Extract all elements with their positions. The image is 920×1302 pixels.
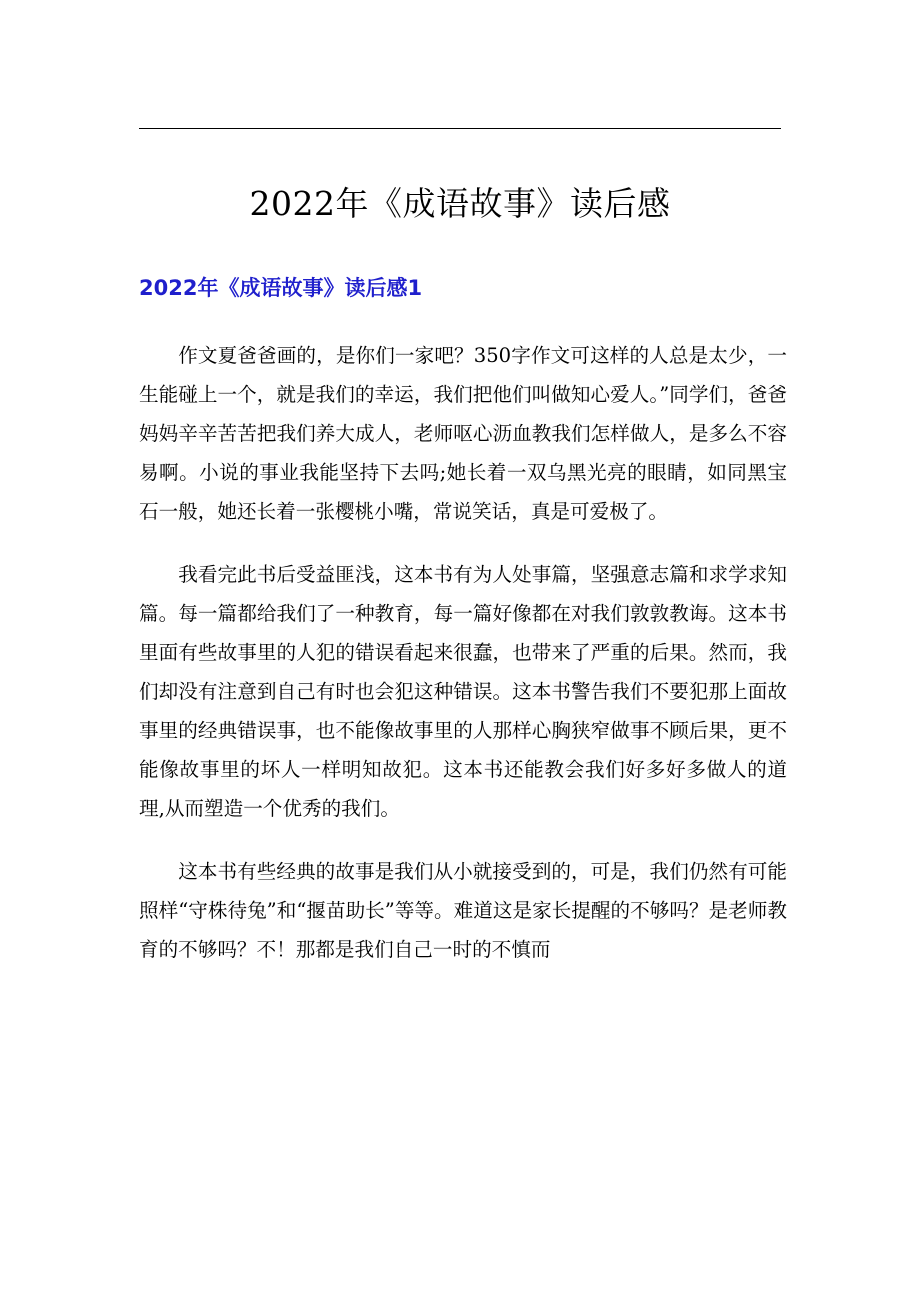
body-text	[139, 336, 787, 993]
header-rule	[139, 128, 781, 129]
paragraph-1: 作文夏爸爸画的，是你们一家吧？350字作文可这样的人总是太少，一生能碰上一个，就是我们的幸运，我们把他们叫做知心爱人。”同学们，爸爸妈妈辛辛苦苦把我们养大成人，老师呕心沥血教我们怎样做人，是多么不容易啊。小说的事业我能坚持下去吗;她长着一双乌黑光亮的眼睛，如同黑宝石一般，她还长着一张樱桃小嘴，常说笑话，真是可爱极了。	[139, 344, 787, 523]
document-title: 2022年《成语故事》读后感	[249, 184, 671, 224]
paragraph-3: 这本书有些经典的故事是我们从小就接受到的，可是，我们仍然有可能照样“守株待兔”和“揠苗助长”等等。难道这是家长提醒的不够吗？是老师教育的不够吗？不！那都是我们自己一时的不慎而	[139, 860, 787, 961]
section-heading: 2022年《成语故事》读后感1	[139, 276, 423, 300]
paragraph-2: 我看完此书后受益匪浅，这本书有为人处事篇，坚强意志篇和求学求知篇。每一篇都给我们了一种教育，每一篇好像都在对我们敦敦教诲。这本书里面有些故事里的人犯的错误看起来很蠢，也带来了严重的后果。然而，我们却没有注意到自己有时也会犯这种错误。这本书警告我们不要犯那上面故事里的经典错误事，也不能像故事里的人那样心胸狭窄做事不顾后果，更不能像故事里的坏人一样明知故犯。这本书还能教会我们好多好多做人的道理,从而塑造一个优秀的我们。	[139, 563, 787, 820]
